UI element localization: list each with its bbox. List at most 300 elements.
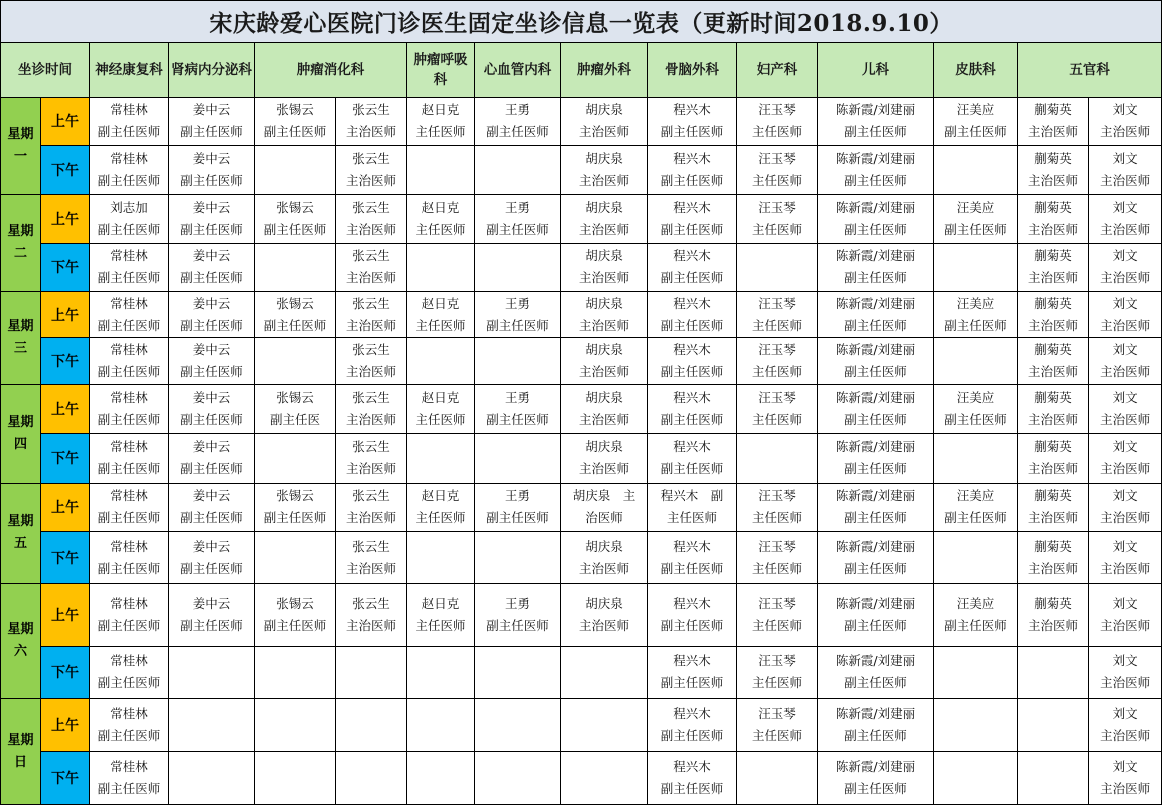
doctor-title: 主任医师 [666,510,717,526]
doctor-name: 程兴木 副 [660,488,724,504]
doctor-title: 副主任医师 [180,461,243,477]
schedule-row [1,243,1162,291]
doctor-cell [1089,531,1162,583]
doctor-name: 胡庆泉 [585,439,623,455]
doctor-cell [255,97,336,145]
doctor-name: 姜中云 [192,102,231,118]
doctor-name: 陈新霞/刘建丽 [835,390,916,405]
weekday-name: 一 [13,149,27,165]
weekday-label [1,584,41,699]
doctor-cell [561,434,648,483]
doctor-cell [1018,584,1089,646]
doctor-title: 副主任医师 [180,270,243,286]
weekday-name: 二 [13,246,27,262]
doctor-title: 副主任医师 [263,618,327,634]
doctor-cell [818,699,934,751]
doctor-title: 副主任医师 [844,412,907,427]
doctor-cell [561,483,648,531]
weekday-label [1,483,41,584]
doctor-name: 程兴木 [673,102,711,118]
title-row [1,1,1162,43]
doctor-name: 赵日克 [421,295,460,311]
doctor-cell [255,434,336,483]
doctor-cell [561,646,648,698]
doctor-title: 主治医师 [1027,124,1078,140]
doctor-name: 王勇 [504,390,530,405]
doctor-title: 主治医师 [1100,461,1151,477]
doctor-name: 陈新霞/刘建丽 [835,439,916,455]
doctor-title: 主任医师 [751,317,802,333]
department-header: 五官科 [1018,43,1162,97]
doctor-name: 张云生 [352,596,390,612]
doctor-name: 汪玉琴 [758,151,796,167]
doctor-name: 程兴木 [673,342,711,358]
doctor-name: 王勇 [504,102,530,118]
doctor-cell [475,384,561,433]
doctor-name: 赵日克 [421,596,460,612]
schedule-row [1,751,1162,804]
doctor-cell [648,243,737,291]
doctor-name: 刘文 [1112,151,1138,167]
doctor-cell [648,646,737,698]
doctor-cell [336,292,407,338]
doctor-name: 程兴木 [673,538,711,554]
doctor-title: 副主任医师 [660,618,724,634]
doctor-cell [648,384,737,433]
doctor-title: 主治医师 [1027,510,1078,526]
doctor-cell [1018,243,1089,291]
doctor-name: 张锡云 [276,596,314,612]
doctor-title: 主治医师 [1027,560,1078,576]
doctor-title: 主治医师 [1027,461,1078,477]
morning-label: 上午 [41,584,90,646]
weekday-prefix: 星期 [7,732,34,748]
doctor-name: 常桂林 [110,488,148,504]
doctor-cell [169,483,255,531]
doctor-cell [648,434,737,483]
weekday-prefix: 星期 [7,224,34,240]
doctor-cell [737,292,818,338]
doctor-cell [475,483,561,531]
doctor-cell [818,584,934,646]
doctor-title: 主任医师 [751,560,802,576]
doctor-cell [934,483,1018,531]
doctor-title: 主治医师 [578,317,629,333]
department-header: 肿瘤外科 [561,43,648,97]
doctor-cell [407,195,475,243]
doctor-name: 汪美应 [956,295,995,311]
doctor-name: 汪美应 [956,200,995,216]
doctor-title: 副主任医师 [660,560,724,576]
doctor-cell [648,338,737,384]
afternoon-label: 下午 [41,338,90,384]
doctor-title: 副主任医师 [660,727,724,743]
doctor-title: 主治医师 [345,560,396,576]
doctor-cell [1089,434,1162,483]
doctor-cell [561,584,648,646]
department-header: 肿瘤消化科 [255,43,407,97]
doctor-name: 程兴木 [673,439,711,455]
doctor-name: 胡庆泉 [585,342,623,358]
doctor-title: 副主任医师 [844,560,907,576]
doctor-cell [336,243,407,291]
schedule-row [1,483,1162,531]
doctor-cell [90,195,169,243]
doctor-title: 副主任医师 [844,270,907,286]
doctor-name: 汪玉琴 [758,102,796,118]
doctor-cell [169,384,255,433]
doctor-cell [90,292,169,338]
doctor-title: 主任医师 [751,618,802,634]
doctor-cell [255,751,336,804]
doctor-cell [336,483,407,531]
doctor-title: 副主任医师 [180,364,243,380]
doctor-name: 程兴木 [673,596,711,612]
doctor-cell [255,243,336,291]
doctor-cell [561,146,648,195]
doctor-name: 汪美应 [956,488,995,504]
doctor-title: 副主任医师 [844,510,907,526]
doctor-title: 副主任医师 [844,727,907,743]
doctor-cell [255,146,336,195]
doctor-title: 主治医师 [1100,173,1151,189]
schedule-row [1,338,1162,384]
doctor-cell [475,243,561,291]
doctor-title: 副主任医师 [486,222,549,238]
doctor-cell [737,195,818,243]
doctor-name: 汪玉琴 [758,653,796,669]
doctor-title: 主治医师 [345,173,396,189]
doctor-title: 副主任医师 [844,173,907,189]
doctor-cell [169,195,255,243]
doctor-title: 副主任医师 [180,317,243,333]
doctor-name: 张云生 [352,151,390,167]
schedule-row [1,699,1162,751]
doctor-name: 常桂林 [110,151,148,167]
doctor-cell [737,146,818,195]
doctor-cell [169,146,255,195]
doctor-title: 副主任医师 [660,675,724,691]
doctor-cell [255,531,336,583]
doctor-cell [336,531,407,583]
doctor-cell [90,531,169,583]
doctor-title: 副主任医师 [660,412,724,427]
doctor-cell [90,146,169,195]
doctor-title: 主治医师 [578,618,629,634]
doctor-title: 主任医师 [415,618,466,634]
weekday-name: 四 [13,436,27,452]
doctor-cell [1018,699,1089,751]
doctor-name: 赵日克 [421,200,460,216]
doctor-title: 主治医师 [345,270,396,286]
doctor-title: 主任医师 [751,727,802,743]
doctor-name: 汪美应 [956,102,995,118]
doctor-name: 常桂林 [110,596,148,612]
department-header: 骨脑外科 [648,43,737,97]
doctor-name: 汪美应 [956,596,995,612]
morning-label: 上午 [41,384,90,433]
doctor-cell [1089,384,1162,433]
doctor-title: 主任医师 [751,412,802,427]
doctor-cell [169,751,255,804]
doctor-title: 副主任医师 [944,222,1007,238]
doctor-cell [934,434,1018,483]
doctor-cell [934,699,1018,751]
doctor-title: 主治医师 [1100,675,1151,691]
doctor-cell [407,97,475,145]
doctor-title: 主治医师 [1027,618,1078,634]
doctor-cell [1018,751,1089,804]
doctor-name: 蒯菊英 [1034,102,1072,118]
doctor-title: 副主任医师 [486,317,549,333]
doctor-cell [90,97,169,145]
doctor-cell [818,483,934,531]
doctor-cell [1018,146,1089,195]
doctor-cell [1018,434,1089,483]
doctor-name: 王勇 [504,488,530,504]
doctor-cell [475,699,561,751]
doctor-name: 程兴木 [673,151,711,167]
doctor-name: 胡庆泉 [585,295,623,311]
doctor-name: 刘文 [1112,758,1138,774]
doctor-name: 蒯菊英 [1034,488,1072,504]
doctor-name: 刘志加 [110,200,148,216]
doctor-cell [169,531,255,583]
doctor-name: 张锡云 [276,295,314,311]
doctor-title: 主治医师 [1100,222,1151,238]
doctor-cell [648,699,737,751]
doctor-title: 主治医师 [345,364,396,380]
doctor-cell [934,584,1018,646]
doctor-name: 赵日克 [421,390,460,405]
doctor-cell [1018,97,1089,145]
doctor-title: 副主任医师 [844,124,907,140]
doctor-name: 胡庆泉 [585,538,623,554]
doctor-title: 副主任医师 [844,618,907,634]
doctor-name: 刘文 [1112,390,1138,405]
doctor-title: 副主任医师 [180,222,243,238]
doctor-cell [818,292,934,338]
doctor-name: 胡庆泉 [585,248,623,264]
doctor-cell [561,384,648,433]
doctor-cell [1018,531,1089,583]
doctor-name: 常桂林 [110,758,148,774]
doctor-name: 程兴木 [673,295,711,311]
doctor-title: 副主任医师 [180,560,243,576]
doctor-name: 姜中云 [192,200,231,216]
doctor-cell [475,531,561,583]
doctor-name: 程兴木 [673,653,711,669]
doctor-title: 副主任医师 [97,173,161,189]
doctor-cell [818,646,934,698]
doctor-cell [1018,195,1089,243]
doctor-cell [475,338,561,384]
doctor-cell [737,97,818,145]
doctor-cell [407,146,475,195]
doctor-title: 副主任医师 [844,780,907,796]
weekday-label [1,195,41,292]
doctor-name: 王勇 [504,596,530,612]
doctor-name: 程兴木 [673,200,711,216]
doctor-name: 蒯菊英 [1034,200,1072,216]
doctor-cell [169,699,255,751]
doctor-cell [818,384,934,433]
morning-label: 上午 [41,195,90,243]
doctor-name: 张云生 [352,439,390,455]
doctor-name: 刘文 [1112,538,1138,554]
doctor-name: 刘文 [1112,596,1138,612]
doctor-title: 副主任医师 [486,124,549,140]
doctor-name: 汪玉琴 [758,488,796,504]
morning-label: 上午 [41,483,90,531]
doctor-cell [934,195,1018,243]
doctor-cell [648,751,737,804]
doctor-cell [737,531,818,583]
doctor-name: 张云生 [352,248,390,264]
doctor-cell [934,243,1018,291]
doctor-cell [818,243,934,291]
doctor-title: 主治医师 [1027,364,1078,380]
doctor-cell [255,584,336,646]
doctor-name: 刘文 [1112,488,1138,504]
doctor-cell [407,292,475,338]
doctor-cell [737,384,818,433]
doctor-title: 主治医师 [345,510,396,526]
doctor-name: 姜中云 [192,439,231,455]
doctor-cell [169,338,255,384]
doctor-cell [934,646,1018,698]
doctor-title: 主治医师 [1027,317,1078,333]
doctor-cell [169,243,255,291]
doctor-name: 陈新霞/刘建丽 [835,705,916,721]
weekday-label [1,292,41,385]
doctor-cell [1089,146,1162,195]
department-header: 心血管内科 [475,43,561,97]
doctor-title: 主治医师 [1100,727,1151,743]
doctor-name: 张云生 [352,342,390,358]
doctor-cell [561,97,648,145]
doctor-title: 副主任医师 [844,317,907,333]
doctor-cell [737,646,818,698]
doctor-title: 副主任医师 [660,364,724,380]
doctor-title: 副主任医师 [97,412,161,427]
doctor-name: 汪玉琴 [758,295,796,311]
doctor-name: 姜中云 [192,596,231,612]
doctor-cell [1089,483,1162,531]
doctor-cell [90,384,169,433]
doctor-title: 副主任医师 [263,124,327,140]
doctor-title: 主任医师 [415,412,466,427]
doctor-cell [1089,699,1162,751]
doctor-title: 副主任医师 [263,317,327,333]
doctor-title: 副主任医师 [660,222,724,238]
department-header: 皮肤科 [934,43,1018,97]
weekday-prefix: 星期 [7,414,34,430]
schedule-row [1,584,1162,646]
doctor-cell [1089,243,1162,291]
doctor-cell [475,292,561,338]
doctor-title: 主治医师 [578,461,629,477]
doctor-name: 张云生 [352,295,390,311]
doctor-name: 陈新霞/刘建丽 [835,653,916,669]
doctor-cell [648,584,737,646]
department-header: 肿瘤呼吸科 [407,43,475,97]
doctor-cell [475,646,561,698]
doctor-title: 主治医师 [1027,412,1078,427]
doctor-cell [934,97,1018,145]
doctor-title: 主任医师 [751,173,802,189]
doctor-title: 副主任医师 [660,173,724,189]
doctor-cell [255,195,336,243]
doctor-name: 常桂林 [110,102,148,118]
doctor-title: 副主任医师 [180,618,243,634]
doctor-name: 常桂林 [110,390,148,405]
afternoon-label: 下午 [41,434,90,483]
doctor-title: 主任医师 [751,510,802,526]
doctor-name: 蒯菊英 [1034,390,1072,405]
doctor-cell [1089,751,1162,804]
weekday-name: 日 [13,754,27,770]
doctor-cell [475,146,561,195]
schedule-row [1,195,1162,243]
doctor-title: 副主任医师 [180,173,243,189]
doctor-title: 主治医师 [345,317,396,333]
doctor-title: 副主任医师 [486,510,549,526]
weekday-prefix: 星期 [7,318,34,334]
doctor-cell [255,699,336,751]
doctor-cell [1089,97,1162,145]
doctor-cell [934,292,1018,338]
doctor-cell [336,646,407,698]
department-header: 神经康复科 [90,43,169,97]
doctor-title: 主治医师 [345,222,396,238]
doctor-cell [336,97,407,145]
weekday-label [1,699,41,805]
doctor-cell [255,483,336,531]
doctor-title: 主治医师 [578,222,629,238]
doctor-name: 程兴木 [673,705,711,721]
doctor-cell [169,584,255,646]
doctor-cell [336,384,407,433]
doctor-cell [818,97,934,145]
doctor-name: 汪玉琴 [758,390,796,405]
doctor-cell [561,338,648,384]
doctor-cell [934,751,1018,804]
doctor-name: 王勇 [504,200,530,216]
doctor-title: 副主任医师 [180,510,243,526]
doctor-name: 张锡云 [276,390,314,405]
doctor-name: 蒯菊英 [1034,538,1072,554]
doctor-cell [407,751,475,804]
doctor-cell [90,243,169,291]
doctor-title: 副主任医师 [844,222,907,238]
doctor-title: 副主任医师 [660,317,724,333]
doctor-cell [934,531,1018,583]
doctor-name: 姜中云 [192,390,231,405]
doctor-cell [475,584,561,646]
afternoon-label: 下午 [41,146,90,195]
doctor-name: 陈新霞/刘建丽 [835,295,916,311]
schedule-row [1,97,1162,145]
weekday-label [1,384,41,483]
doctor-title: 主治医师 [1100,270,1151,286]
doctor-title: 主治医师 [1100,412,1151,427]
doctor-name: 赵日克 [421,102,460,118]
doctor-title: 主治医师 [1100,364,1151,380]
department-header: 儿科 [818,43,934,97]
doctor-cell [818,338,934,384]
doctor-title: 主治医师 [1027,270,1078,286]
